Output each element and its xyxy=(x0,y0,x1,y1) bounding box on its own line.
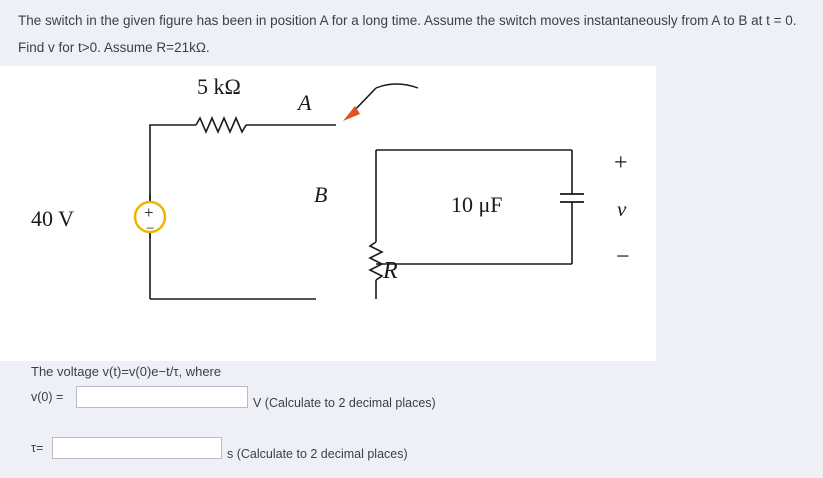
switch-a-label: A xyxy=(298,90,312,115)
source-label: 40 V xyxy=(31,206,74,231)
resistor-5k-zigzag xyxy=(196,118,246,132)
v-label: v xyxy=(617,197,627,221)
v0-input[interactable] xyxy=(76,386,248,408)
question-line-2: Find v for t>0. Assume R=21kΩ. xyxy=(18,40,210,55)
resistor-r-zigzag xyxy=(370,242,382,280)
capacitor-label: 10 μF xyxy=(451,192,503,217)
tau-label: τ= xyxy=(31,441,44,455)
v-minus: − xyxy=(616,244,630,270)
voltage-formula: The voltage v(t)=v(0)e−t/τ, where xyxy=(31,364,222,379)
question-line-1: The switch in the given figure has been in position A for a long time. Assume the switch moves instantaneously from A to B at t = 0. xyxy=(18,13,797,28)
resistor-5k-label: 5 kΩ xyxy=(197,74,241,99)
circuit-figure xyxy=(0,66,656,361)
source-plus: + xyxy=(144,203,154,222)
source-minus: − xyxy=(146,221,155,237)
v0-label: v(0) = xyxy=(31,390,64,404)
r-label: R xyxy=(383,258,398,284)
v-plus: + xyxy=(614,150,628,176)
v0-hint: V (Calculate to 2 decimal places) xyxy=(253,396,436,410)
tau-input[interactable] xyxy=(52,437,222,459)
circuit-diagram xyxy=(0,66,656,361)
tau-hint: s (Calculate to 2 decimal places) xyxy=(227,447,408,461)
switch-arc xyxy=(376,84,418,88)
switch-b-label: B xyxy=(314,182,328,207)
